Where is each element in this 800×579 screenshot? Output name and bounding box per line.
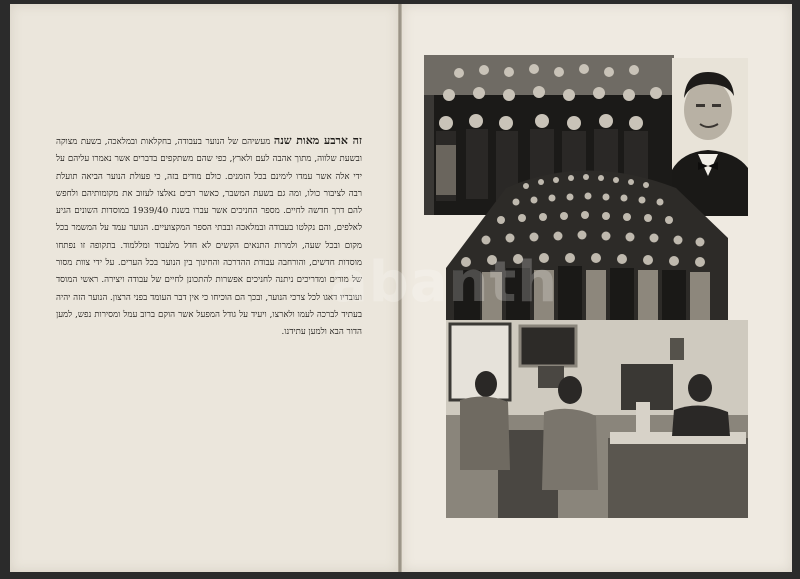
hebrew-article-text bbox=[56, 132, 362, 342]
watermark: abanth bbox=[330, 250, 559, 315]
article-body: מעשיהם של הנוער בעבודה, בחקלאות ובמלאכה, בשעת מצוקה ובשעת שלווה, מתוך אהבה לעם ולארץ, כפי שהם משתקפים בדברים אשר נאמרו עליהם על ידי אלה אשר עמדו לימינם בכל הזמנים. כולם מודים בזה, כי פעולת הנוער הביאה תועלת רבה לציבור כולו, ומה גם בשעת המשבר, כאשר רבים נאלצו לעזוב את מקומותיהם ולחפש להם דרך חדשה לחיים. מספר החניכים אשר עברו בשנת 1939/40 במוסדות השונים הגיע לאלפים, והם נקלטו בעבודה ובמלאכה ובבתי הספר המקצועיים. הנוער עמד על המשמר בכל מקום ובכל שעה, ולמרות התנאים הקשים לא חדל מלעבוד ומללמוד. בתקופה זו נפתחו מוסדות חדשים, והורחבה עבודת ההדרכה והחינוך בין הנוער בכל הערים. על ידי צוות מסור של מורים ומדריכים ניתנה לחניכים אפשרות להתכונן לחיים של עבודה ויצירה. ראשי המוסד ועובדיו דאגו לכל צרכי הנוער, ובכך הם הוכיחו כי אין דבר העומד בפני הרצון. הנוער הזה יהיה בעתיד לברכה לעמו ולארצו, ויעיד על גודל המפעל אשר הוקם ברוב עמל ומסירות נפש, למען הדור הבא ולמען עתידנו. bbox=[56, 137, 362, 338]
office-photo bbox=[446, 320, 748, 518]
article-lead-heading: זה ארבע מאות שנה bbox=[273, 134, 362, 147]
